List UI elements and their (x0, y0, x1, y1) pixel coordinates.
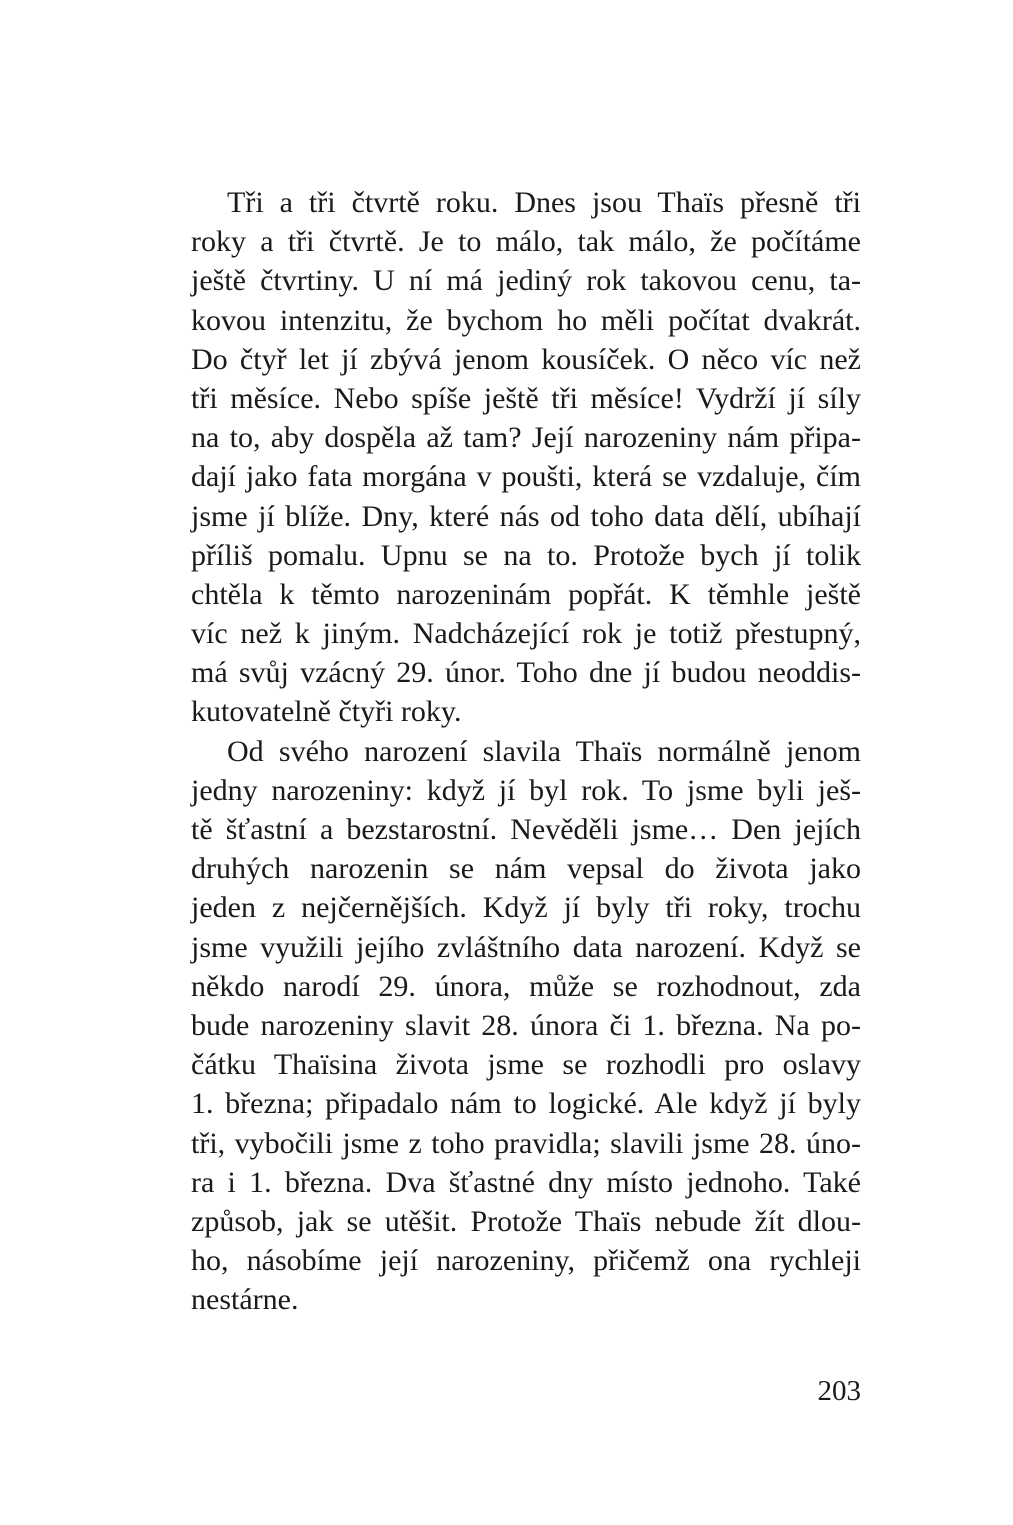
paragraph-line: ra i 1. března. Dva šťastné dny místo jednoho. Také (191, 1165, 861, 1199)
paragraph-line: jsme využili jejího zvláštního data narození. Když se (191, 930, 861, 964)
paragraph-line: dají jako fata morgána v poušti, která se vzdaluje, čím (191, 460, 861, 494)
paragraph-line: 1. března; připadalo nám to logické. Ale když jí byly (191, 1087, 861, 1121)
paragraph-line: příliš pomalu. Upnu se na to. Protože bych jí tolik (191, 538, 861, 572)
paragraph-line: kovou intenzitu, že bychom ho měli počítat dvakrát. (191, 303, 861, 337)
paragraph-line: jeden z nejčernějších. Když jí byly tři roky, trochu (191, 891, 861, 925)
paragraph-2 (191, 732, 861, 1320)
paragraph-line: na to, aby dospěla až tam? Její narozeniny nám připa- (191, 421, 861, 455)
paragraph-line: čátku Thaïsina života jsme se rozhodli pro oslavy (191, 1048, 861, 1082)
paragraph-1 (191, 183, 861, 732)
paragraph-line: Tři a tři čtvrtě roku. Dnes jsou Thaïs přesně tři (227, 186, 861, 219)
paragraph-line: chtěla k těmto narozeninám popřát. K těmhle ještě (191, 577, 861, 611)
paragraph-line: Od svého narození slavila Thaïs normálně jenom (227, 734, 861, 768)
page-number: 203 (817, 1375, 861, 1407)
paragraph-line: víc než k jiným. Nadcházející rok je totiž přestupný, (191, 617, 861, 651)
paragraph-line: ho, násobíme její narozeniny, přičemž ona rychleji (191, 1244, 861, 1278)
paragraph-line: tři, vybočili jsme z toho pravidla; slavili jsme 28. úno- (191, 1126, 861, 1160)
paragraph-line: jsme jí blíže. Dny, které nás od toho data dělí, ubíhají (191, 499, 861, 533)
paragraph-line: bude narozeniny slavit 28. února či 1. března. Na po- (191, 1008, 861, 1042)
paragraph-line: někdo narodí 29. února, může se rozhodnout, zda (191, 969, 861, 1003)
paragraph-line: tě šťastní a bezstarostní. Nevěděli jsme… Den jejích (191, 813, 861, 846)
paragraph-line: tři měsíce. Nebo spíše ještě tři měsíce! Vydrží jí síly (191, 381, 861, 415)
paragraph-line: Do čtyř let jí zbývá jenom kousíček. O něco víc než (191, 342, 861, 376)
paragraph-line: nestárne. (191, 1283, 299, 1317)
paragraph-line: druhých narozenin se nám vepsal do života jako (191, 852, 861, 886)
paragraph-line: roky a tři čtvrtě. Je to málo, tak málo, že počítáme (191, 225, 861, 259)
paragraph-line: kutovatelně čtyři roky. (191, 695, 462, 729)
paragraph-line: má svůj vzácný 29. únor. Toho dne jí budou neoddis- (191, 656, 861, 690)
body-text (191, 183, 861, 1319)
paragraph-line: způsob, jak se utěšit. Protože Thaïs nebude žít dlou- (191, 1204, 861, 1238)
paragraph-line: ještě čtvrtiny. U ní má jediný rok takovou cenu, ta- (191, 264, 861, 298)
paragraph-line: jedny narozeniny: když jí byl rok. To jsme byli ješ- (191, 773, 861, 807)
